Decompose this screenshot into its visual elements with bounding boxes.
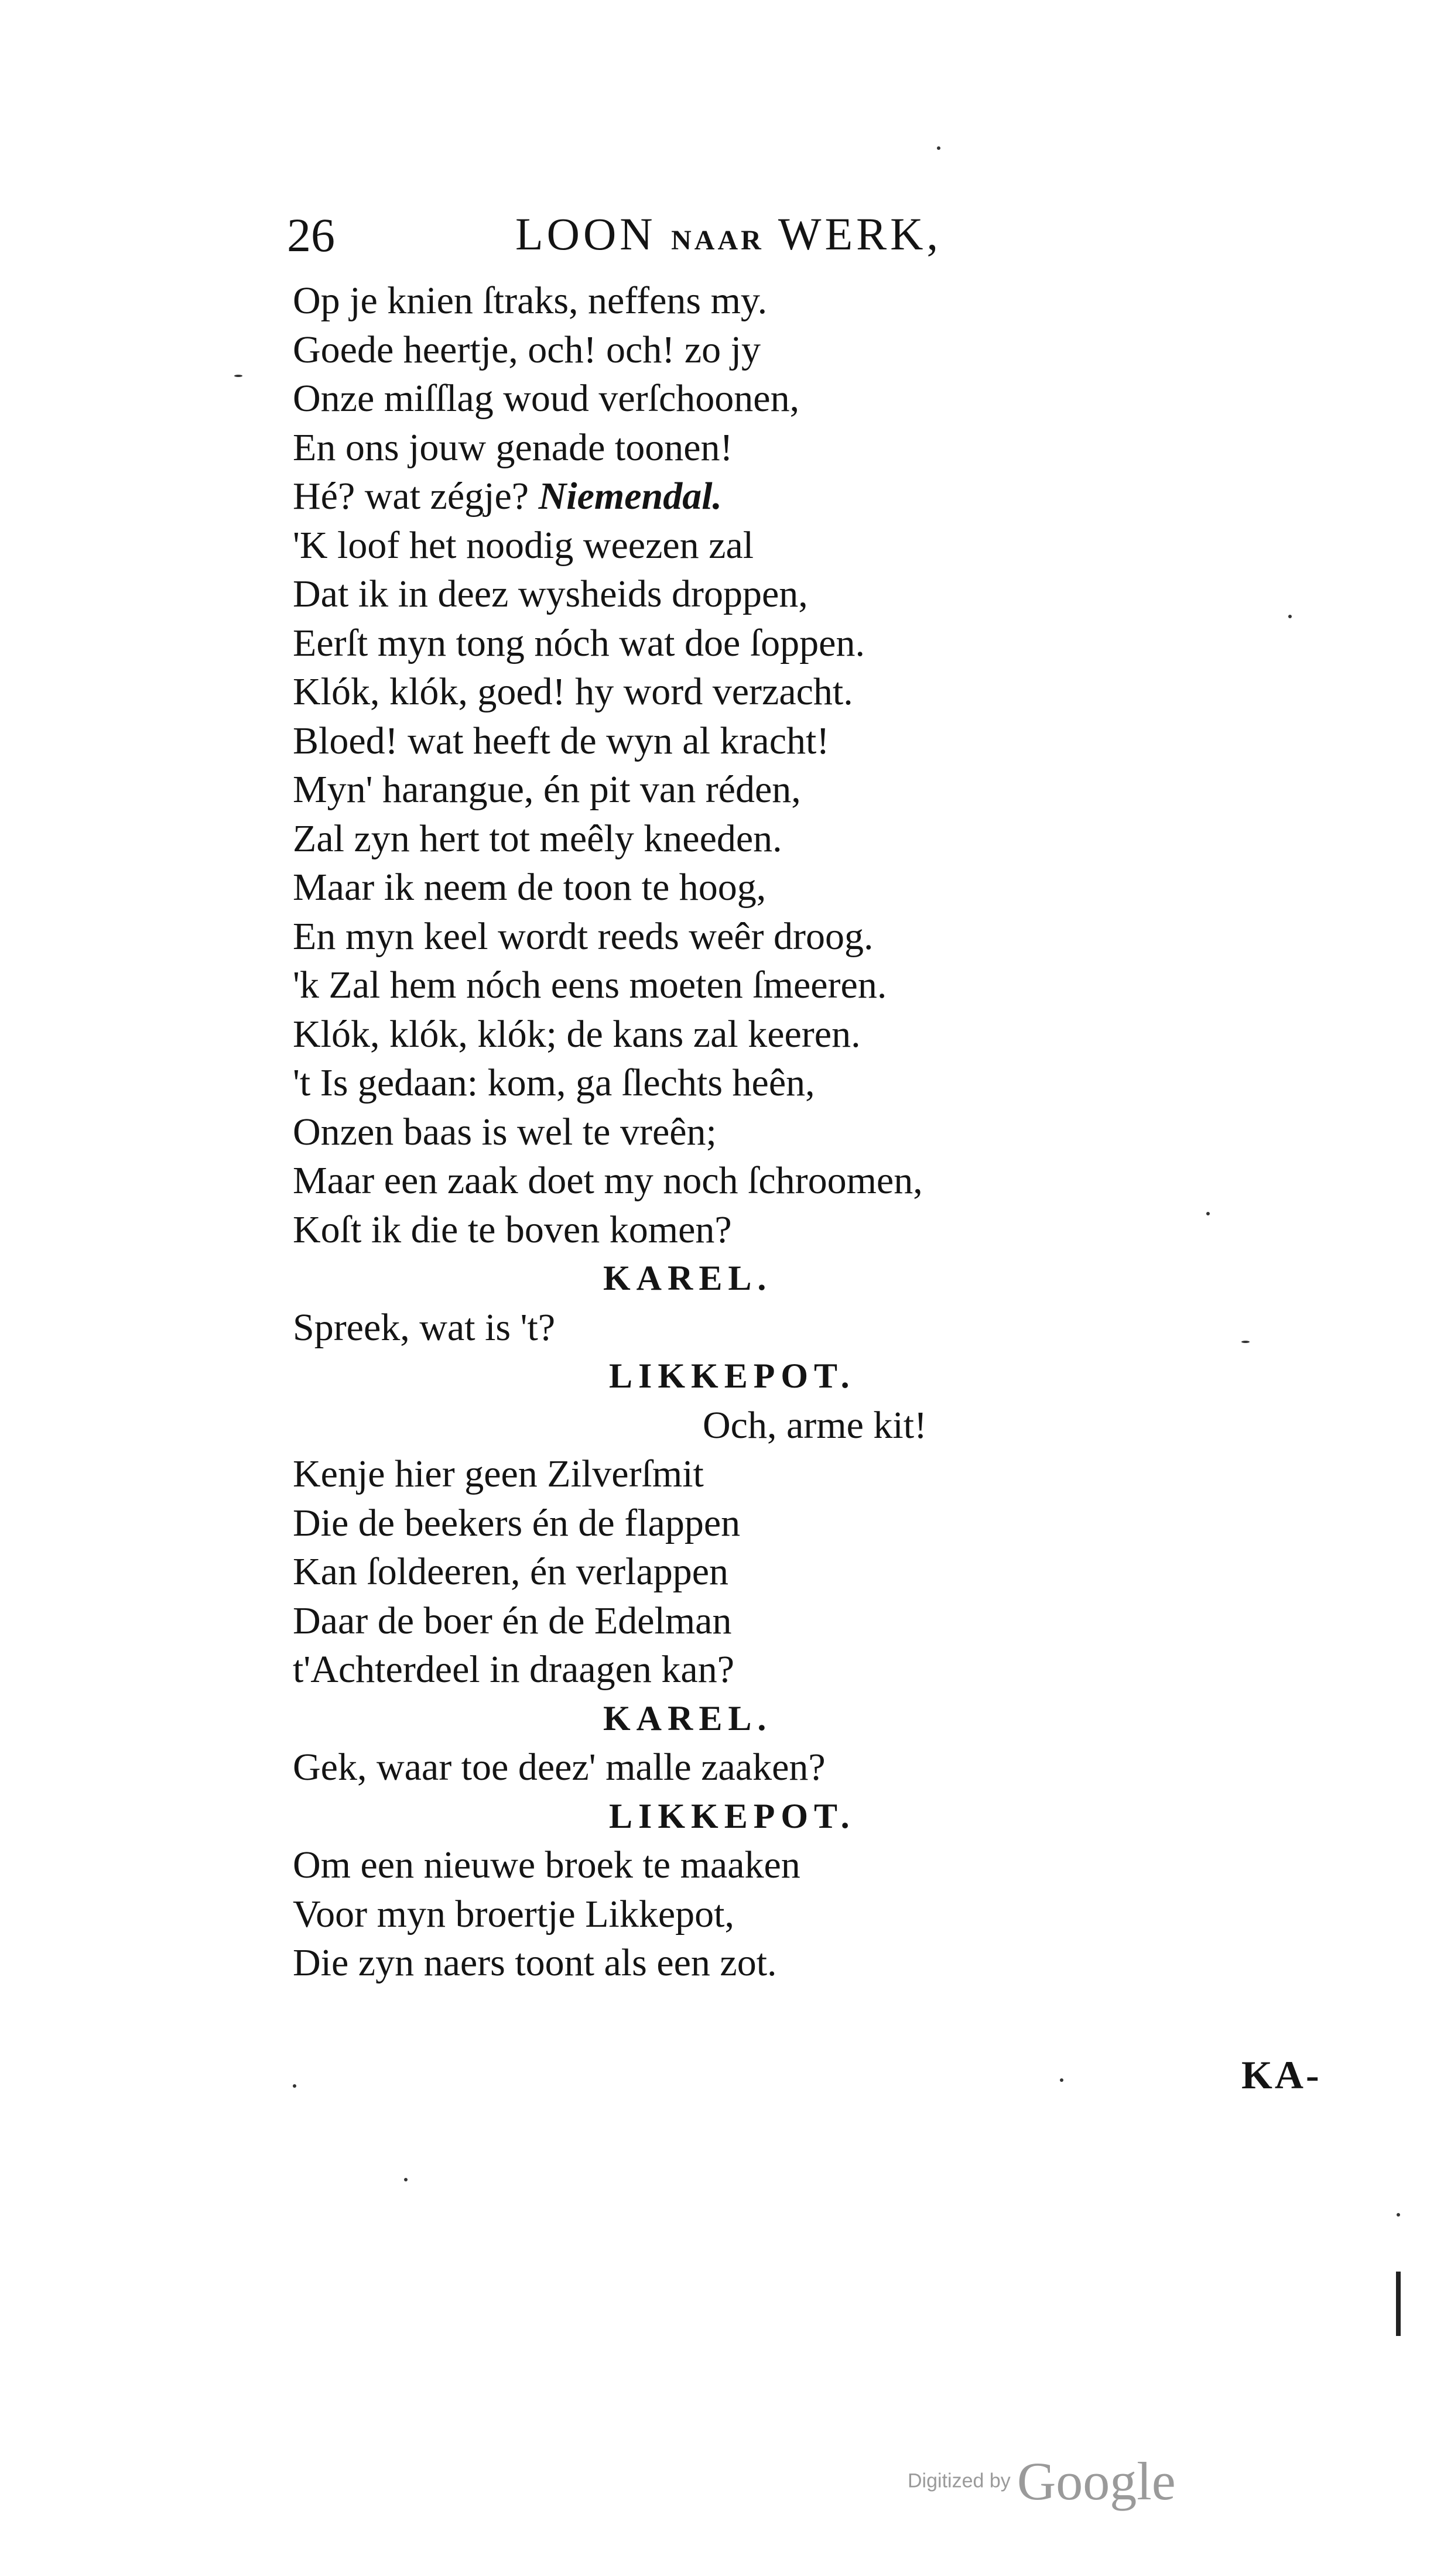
print-speck bbox=[293, 2084, 296, 2088]
verse-line: Voor myn broertje Likkepot, bbox=[293, 1892, 734, 1936]
verse-line: 't Is gedaan: kom, ga ſlechts heên, bbox=[293, 1061, 815, 1104]
speaker-karel: KAREL. bbox=[603, 1259, 772, 1297]
verse-line: Bloed! wat heeft de wyn al kracht! bbox=[293, 719, 830, 762]
print-speck bbox=[1288, 615, 1292, 618]
print-speck bbox=[1241, 1341, 1250, 1343]
verse-line: Gek, waar toe deez' malle zaaken? bbox=[293, 1746, 826, 1789]
verse-line: En myn keel wordt reeds weêr droog. bbox=[293, 914, 874, 958]
running-title-part-1: LOON bbox=[515, 208, 656, 259]
print-speck bbox=[404, 2178, 408, 2181]
verse-line: Myn' harangue, én pit van réden, bbox=[293, 768, 801, 811]
print-speck bbox=[937, 146, 940, 150]
verse-line: En ons jouw genade toonen! bbox=[293, 426, 733, 469]
print-speck bbox=[234, 375, 242, 377]
verse-text bbox=[293, 276, 1241, 1988]
verse-line: Om een nieuwe broek te maaken bbox=[293, 1844, 800, 1886]
verse-line: Klók, klók, goed! hy word verzacht. bbox=[293, 670, 853, 713]
verse-line: t'Achterdeel in draagen kan? bbox=[293, 1648, 735, 1691]
catchword: KA- bbox=[1241, 2053, 1322, 2097]
running-title-part-2: NAAR bbox=[671, 225, 764, 256]
verse-line: Kan ſoldeeren, én verlappen bbox=[293, 1550, 728, 1593]
verse-line: 'k Zal hem nóch eens moeten ſmeeren. bbox=[293, 964, 887, 1006]
speaker-karel: KAREL. bbox=[603, 1698, 772, 1738]
verse-line: Onze miſſlag woud verſchoonen, bbox=[293, 377, 800, 420]
speaker-likkepot: LIKKEPOT. bbox=[609, 1796, 856, 1835]
verse-line-continuation: Och, arme kit! bbox=[703, 1403, 928, 1447]
verse-line: Eerſt myn tong nóch wat doe ſoppen. bbox=[293, 621, 865, 664]
verse-line: Maar een zaak doet my noch ſchroomen, bbox=[293, 1159, 923, 1202]
verse-line: Die de beekers én de flappen bbox=[293, 1501, 741, 1544]
verse-line: Onzen baas is wel te vreên; bbox=[293, 1110, 717, 1153]
italic-aside: Niemendal. bbox=[538, 475, 723, 518]
running-title-part-3: WERK, bbox=[778, 208, 942, 259]
page-edge-mark bbox=[1396, 2272, 1401, 2336]
verse-line: Goede heertje, och! och! zo jy bbox=[293, 328, 761, 371]
verse-line-text: Hé? wat zégje? bbox=[293, 475, 529, 518]
verse-line: Op je knien ſtraks, neffens my. bbox=[293, 279, 768, 322]
verse-line: Spreek, wat is 't? bbox=[293, 1306, 556, 1349]
verse-line bbox=[293, 472, 1241, 521]
verse-line: Daar de boer én de Edelman bbox=[293, 1599, 732, 1642]
print-speck bbox=[1060, 2078, 1063, 2082]
verse-line: Koſt ik die te boven komen? bbox=[293, 1208, 732, 1251]
watermark-digitized-text: Digitized by bbox=[908, 2469, 1011, 2492]
verse-line: Kenje hier geen Zilverſmit bbox=[293, 1453, 704, 1495]
watermark-google-logo: Google bbox=[1017, 2451, 1176, 2511]
running-title bbox=[515, 208, 942, 261]
speaker-likkepot: LIKKEPOT. bbox=[609, 1356, 856, 1395]
page-header bbox=[287, 208, 1154, 272]
verse-line: Zal zyn hert tot meêly kneeden. bbox=[293, 817, 782, 860]
verse-line: Maar ik neem de toon te hoog, bbox=[293, 866, 767, 909]
page-number: 26 bbox=[287, 208, 335, 262]
verse-line: 'K loof het noodig weezen zal bbox=[293, 523, 754, 567]
print-speck bbox=[1206, 1212, 1210, 1215]
print-speck bbox=[1397, 2213, 1400, 2217]
digitization-watermark bbox=[908, 2450, 1176, 2512]
verse-line: Dat ik in deez wysheids droppen, bbox=[293, 573, 808, 615]
verse-line: Klók, klók, klók; de kans zal keeren. bbox=[293, 1012, 861, 1056]
verse-line: Die zyn naers toont als een zot. bbox=[293, 1941, 777, 1984]
